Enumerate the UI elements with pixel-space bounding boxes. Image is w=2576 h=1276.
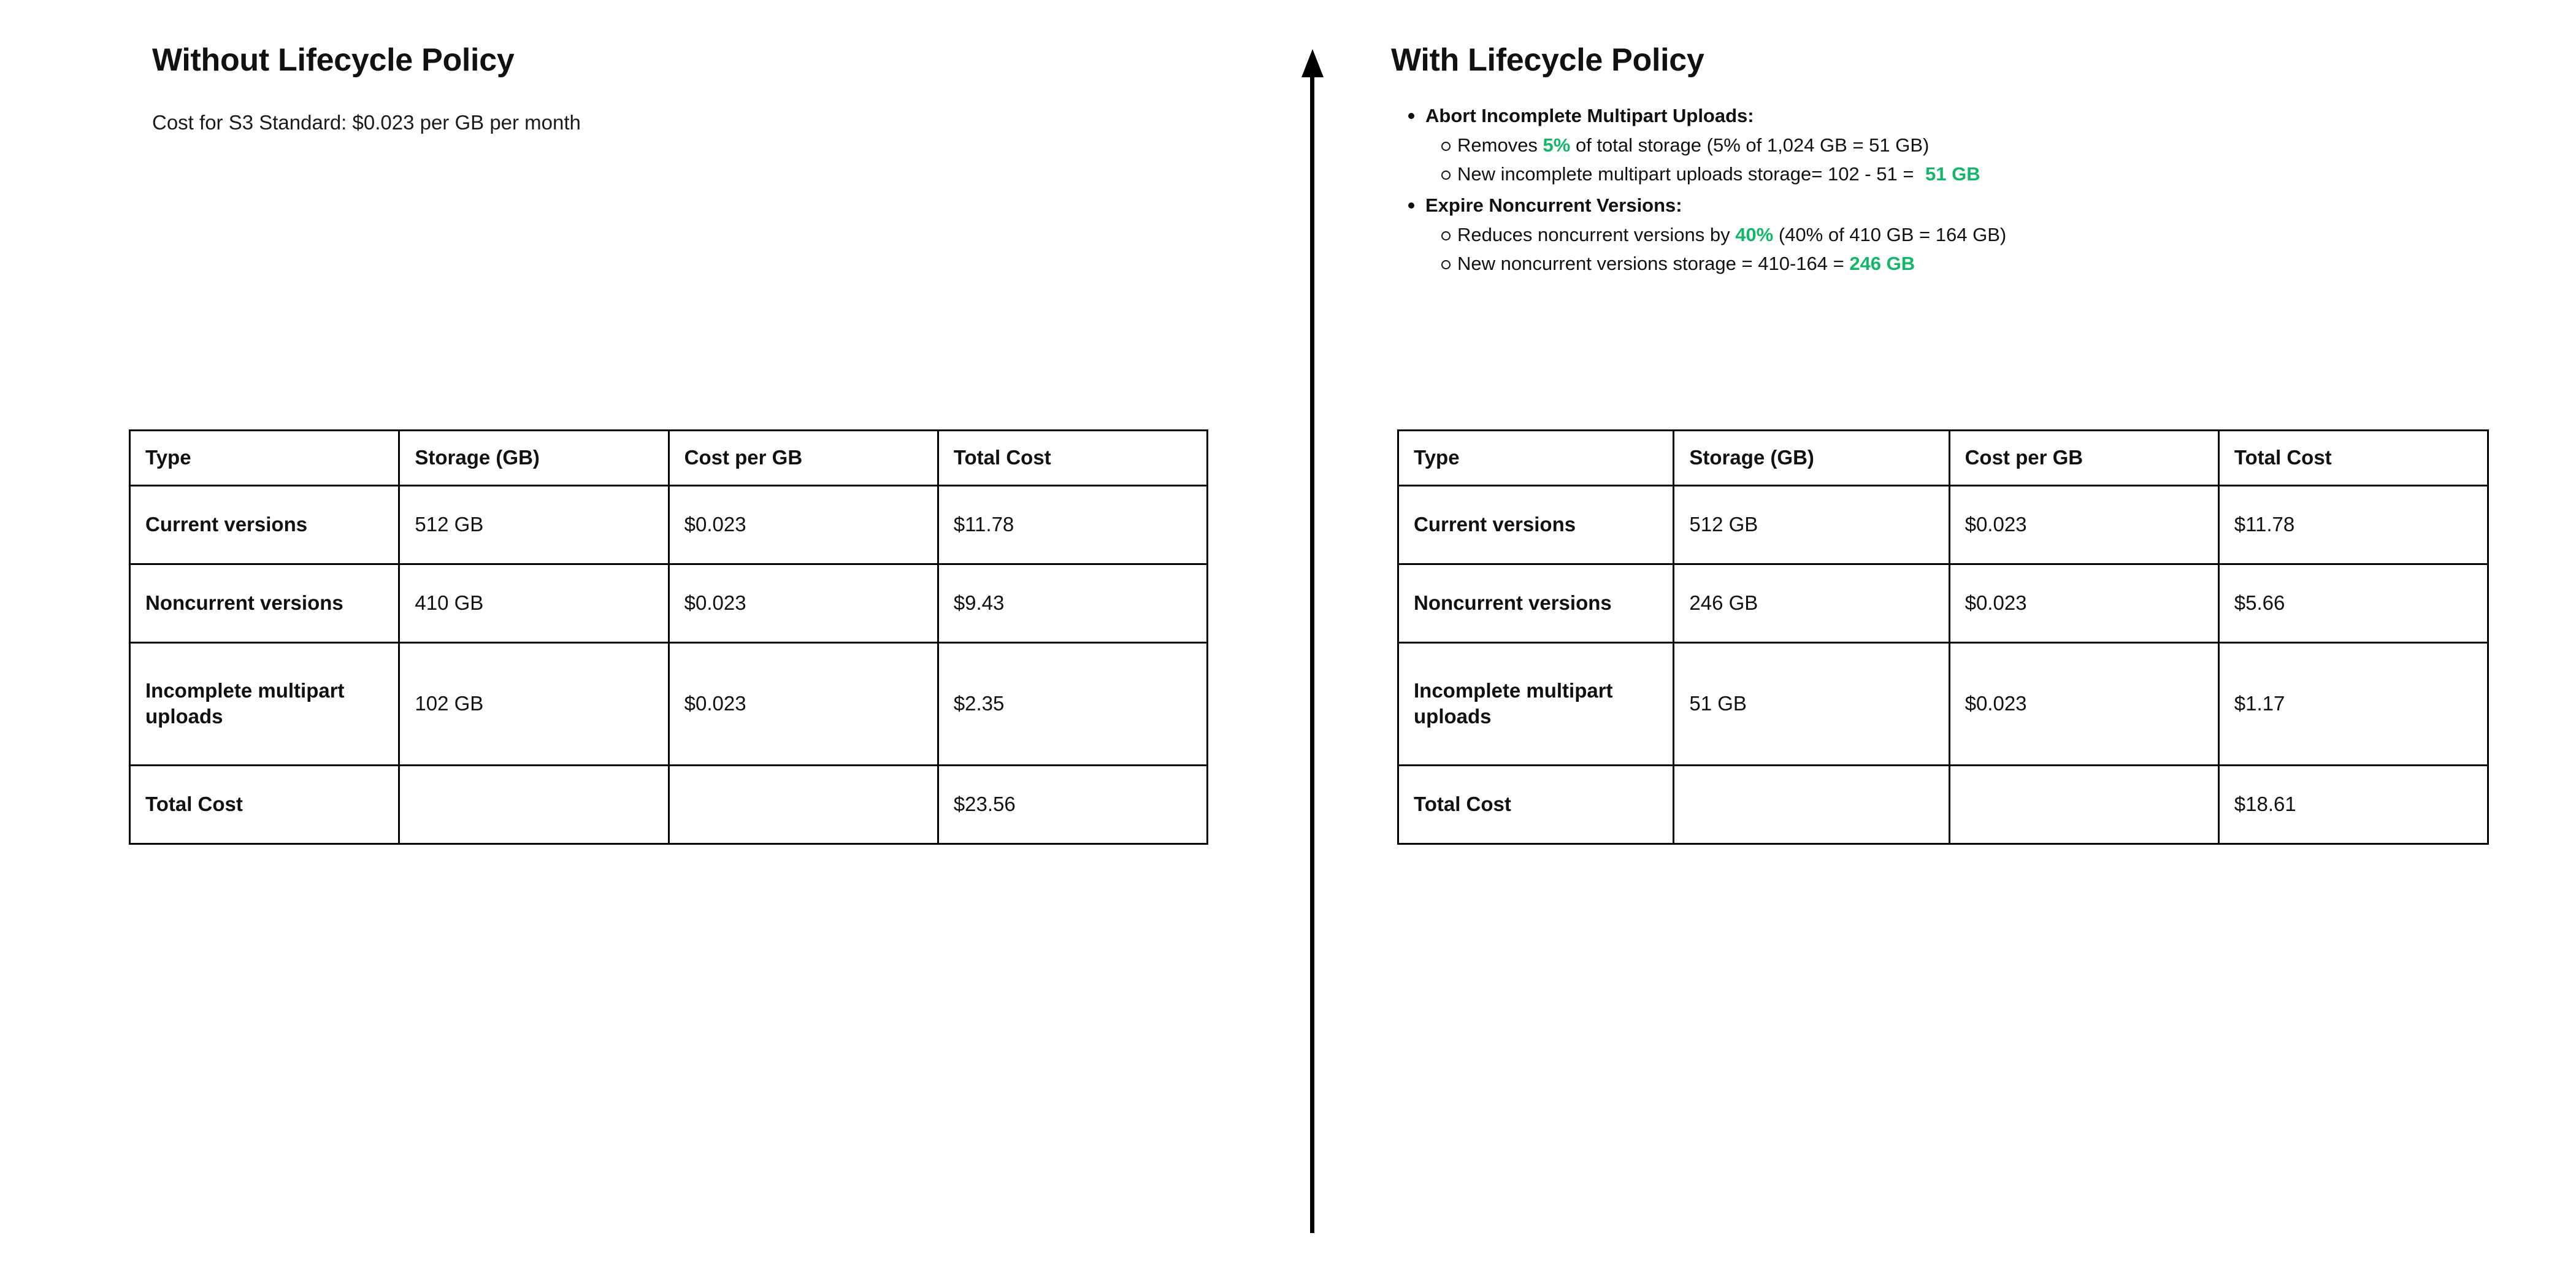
sub-text-highlight: 246 GB — [1849, 252, 1915, 274]
table-row — [1398, 485, 2488, 564]
sub-text-highlight: 40% — [1735, 224, 1774, 246]
divider-arrow — [1293, 49, 1330, 1233]
sub-text-pre: New incomplete multipart uploads storage= 102 - 51 = — [1457, 163, 1920, 185]
cell-type: Noncurrent versions — [130, 564, 399, 642]
col-header-cost-per-gb: Cost per GB — [1949, 431, 2218, 486]
cell-total-highlight: $23.56 — [938, 765, 1207, 844]
sub-text-highlight: 5% — [1543, 134, 1571, 156]
sub-text-pre: Reduces noncurrent versions by — [1457, 224, 1736, 246]
panel-with-lifecycle — [1391, 43, 2507, 282]
table-row-total — [1398, 765, 2488, 844]
cell-total: $2.35 — [938, 642, 1207, 765]
cell-total: $9.43 — [938, 564, 1207, 642]
cell-cost-per-gb: $0.023 — [1949, 485, 2218, 564]
list-item — [1425, 192, 2507, 278]
col-header-storage: Storage (GB) — [1674, 431, 1949, 486]
bullet-label: Abort Incomplete Multipart Uploads: — [1425, 105, 1754, 127]
sub-list — [1425, 131, 2507, 188]
table-header-row — [1398, 431, 2488, 486]
cell-type: Total Cost — [130, 765, 399, 844]
page-title-left: Without Lifecycle Policy — [152, 42, 515, 78]
arrow-shaft — [1310, 70, 1314, 1233]
list-item — [1457, 221, 2507, 250]
cell-cost-per-gb: $0.023 — [1949, 564, 2218, 642]
cell-storage: 512 GB — [399, 485, 669, 564]
sub-text-pre: Removes — [1457, 134, 1543, 156]
cell-type: Noncurrent versions — [1398, 564, 1674, 642]
cell-storage — [1674, 765, 1949, 844]
cell-cost-per-gb: $0.023 — [669, 564, 938, 642]
cost-table-left-wrapper — [129, 429, 1208, 845]
col-header-cost-per-gb: Cost per GB — [669, 431, 938, 486]
table-row — [130, 485, 1208, 564]
col-header-total-cost: Total Cost — [938, 431, 1207, 486]
cell-cost-per-gb: $0.023 — [1949, 642, 2218, 765]
cell-type: Current versions — [130, 485, 399, 564]
cell-storage: 102 GB — [399, 642, 669, 765]
list-item — [1457, 250, 2507, 279]
sub-text-highlight: 51 GB — [1925, 163, 1980, 185]
table-row-total — [130, 765, 1208, 844]
cell-type: Incomplete multipart uploads — [130, 642, 399, 765]
cell-total-highlight: $18.61 — [2218, 765, 2488, 844]
cell-type: Total Cost — [1398, 765, 1674, 844]
cell-storage — [399, 765, 669, 844]
cell-storage: 51 GB — [1674, 642, 1949, 765]
sub-text-post: (40% of 410 GB = 164 GB) — [1773, 224, 2007, 246]
page-title-right: With Lifecycle Policy — [1391, 42, 1704, 78]
cost-table-right-wrapper — [1397, 429, 2489, 845]
cell-type: Incomplete multipart uploads — [1398, 642, 1674, 765]
panel-without-lifecycle — [152, 43, 1256, 137]
list-item — [1457, 160, 2507, 189]
table-row — [1398, 642, 2488, 765]
list-item — [1457, 131, 2507, 160]
table-row — [1398, 564, 2488, 642]
cell-cost-per-gb: $0.023 — [669, 485, 938, 564]
subtitle-left: Cost for S3 Standard: $0.023 per GB per month — [152, 111, 581, 134]
cell-storage: 512 GB — [1674, 485, 1949, 564]
col-header-total-cost: Total Cost — [2218, 431, 2488, 486]
cell-storage: 410 GB — [399, 564, 669, 642]
col-header-storage: Storage (GB) — [399, 431, 669, 486]
cell-type: Current versions — [1398, 485, 1674, 564]
list-item — [1425, 102, 2507, 188]
cell-cost-per-gb: $0.023 — [669, 642, 938, 765]
cost-table-left — [129, 429, 1208, 845]
cell-cost-per-gb — [669, 765, 938, 844]
sub-list — [1425, 221, 2507, 278]
table-row — [130, 564, 1208, 642]
cell-storage: 246 GB — [1674, 564, 1949, 642]
cell-cost-per-gb — [1949, 765, 2218, 844]
sub-text-pre: New noncurrent versions storage = 410-164 = — [1457, 252, 1850, 274]
cost-table-right — [1397, 429, 2489, 845]
table-header-row — [130, 431, 1208, 486]
sub-text-post: of total storage (5% of 1,024 GB = 51 GB) — [1570, 134, 1930, 156]
cell-total: $1.17 — [2218, 642, 2488, 765]
bullet-label: Expire Noncurrent Versions: — [1425, 194, 1682, 217]
cell-total: $11.78 — [938, 485, 1207, 564]
lifecycle-actions-list — [1391, 102, 2507, 278]
col-header-type: Type — [1398, 431, 1674, 486]
cell-total: $5.66 — [2218, 564, 2488, 642]
cell-total: $11.78 — [2218, 485, 2488, 564]
table-row — [130, 642, 1208, 765]
col-header-type: Type — [130, 431, 399, 486]
